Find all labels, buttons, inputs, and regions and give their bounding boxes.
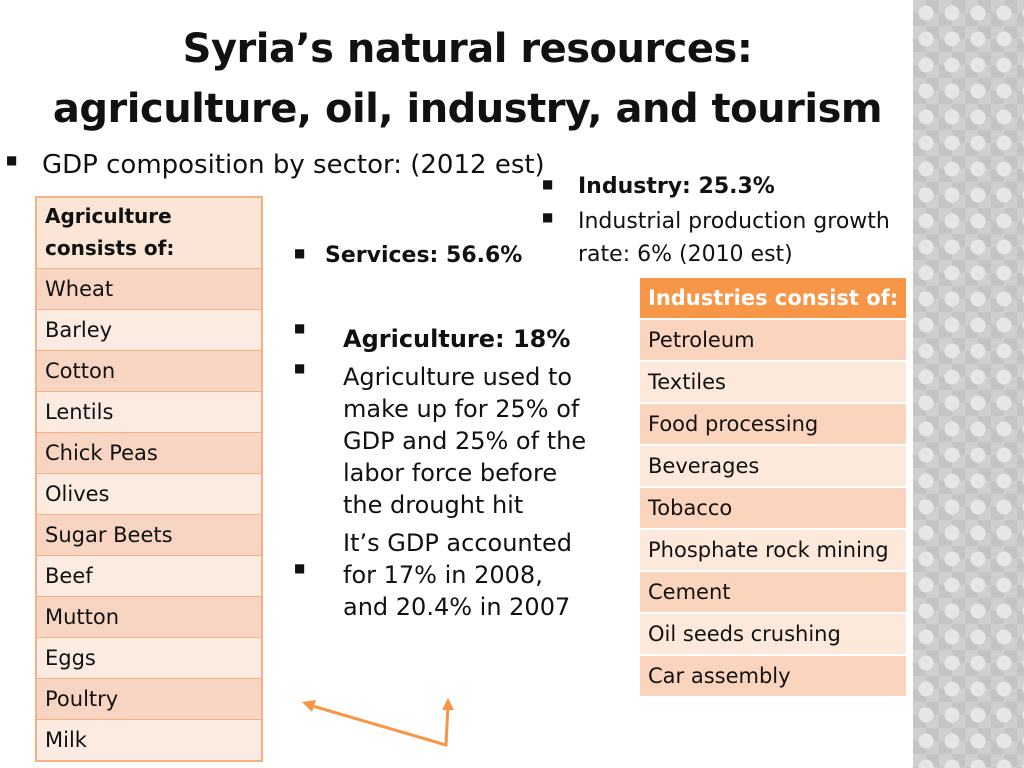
slide-title-line-2: agriculture, oil, industry, and tourism (52, 86, 883, 132)
bullet-icon: ■ (542, 210, 554, 224)
bullet-icon: ■ (294, 361, 306, 375)
industry-growth-rate: Industrial production growth rate: 6% (2010 est) (578, 209, 890, 267)
table-cell: Petroleum (640, 320, 906, 362)
table-cell: Textiles (640, 362, 906, 404)
bullet-icon: ■ (6, 153, 18, 167)
industry-share: Industry: 25.3% (578, 174, 775, 199)
table-cell: Barley (36, 310, 262, 351)
table-cell: Beverages (640, 446, 906, 488)
table-cell: Lentils (36, 392, 262, 433)
agriculture-bullets (343, 323, 593, 623)
table-cell: Cotton (36, 351, 262, 392)
agriculture-gdp-note: It’s GDP accounted for 17% in 2008, and 20.4% in 2007 (343, 529, 573, 621)
agriculture-table (35, 196, 263, 762)
industries-table (640, 278, 906, 698)
agriculture-table-header: Agriculture consists of: (36, 197, 262, 269)
decorative-side-pattern (913, 0, 1024, 768)
table-cell: Poultry (36, 679, 262, 720)
gdp-heading: GDP composition by sector: (2012 est) (42, 150, 545, 180)
agriculture-history-note: Agriculture used to make up for 25% of GDP and 25% of the labor force before the drought hit (343, 363, 587, 519)
bullet-icon: ■ (294, 561, 306, 575)
table-cell: Chick Peas (36, 433, 262, 474)
table-cell: Cement (640, 572, 906, 614)
table-cell: Eggs (36, 638, 262, 679)
table-cell: Mutton (36, 597, 262, 638)
table-cell: Oil seeds crushing (640, 614, 906, 656)
table-cell: Sugar Beets (36, 515, 262, 556)
table-cell: Tobacco (640, 488, 906, 530)
table-cell: Food processing (640, 404, 906, 446)
bullet-icon: ■ (294, 246, 306, 260)
table-cell: Wheat (36, 269, 262, 310)
bullet-icon: ■ (542, 177, 554, 191)
services-share: Services: 56.6% (325, 243, 523, 268)
table-cell: Milk (36, 720, 262, 762)
bullet-icon: ■ (294, 321, 306, 335)
industries-table-header: Industries consist of: (640, 278, 906, 320)
table-cell: Beef (36, 556, 262, 597)
slide-title-line-1: Syria’s natural resources: (182, 26, 753, 72)
table-cell: Phosphate rock mining (640, 530, 906, 572)
agriculture-share: Agriculture: 18% (343, 325, 571, 353)
connector-arrow (296, 690, 466, 758)
table-cell: Olives (36, 474, 262, 515)
table-cell: Car assembly (640, 656, 906, 698)
